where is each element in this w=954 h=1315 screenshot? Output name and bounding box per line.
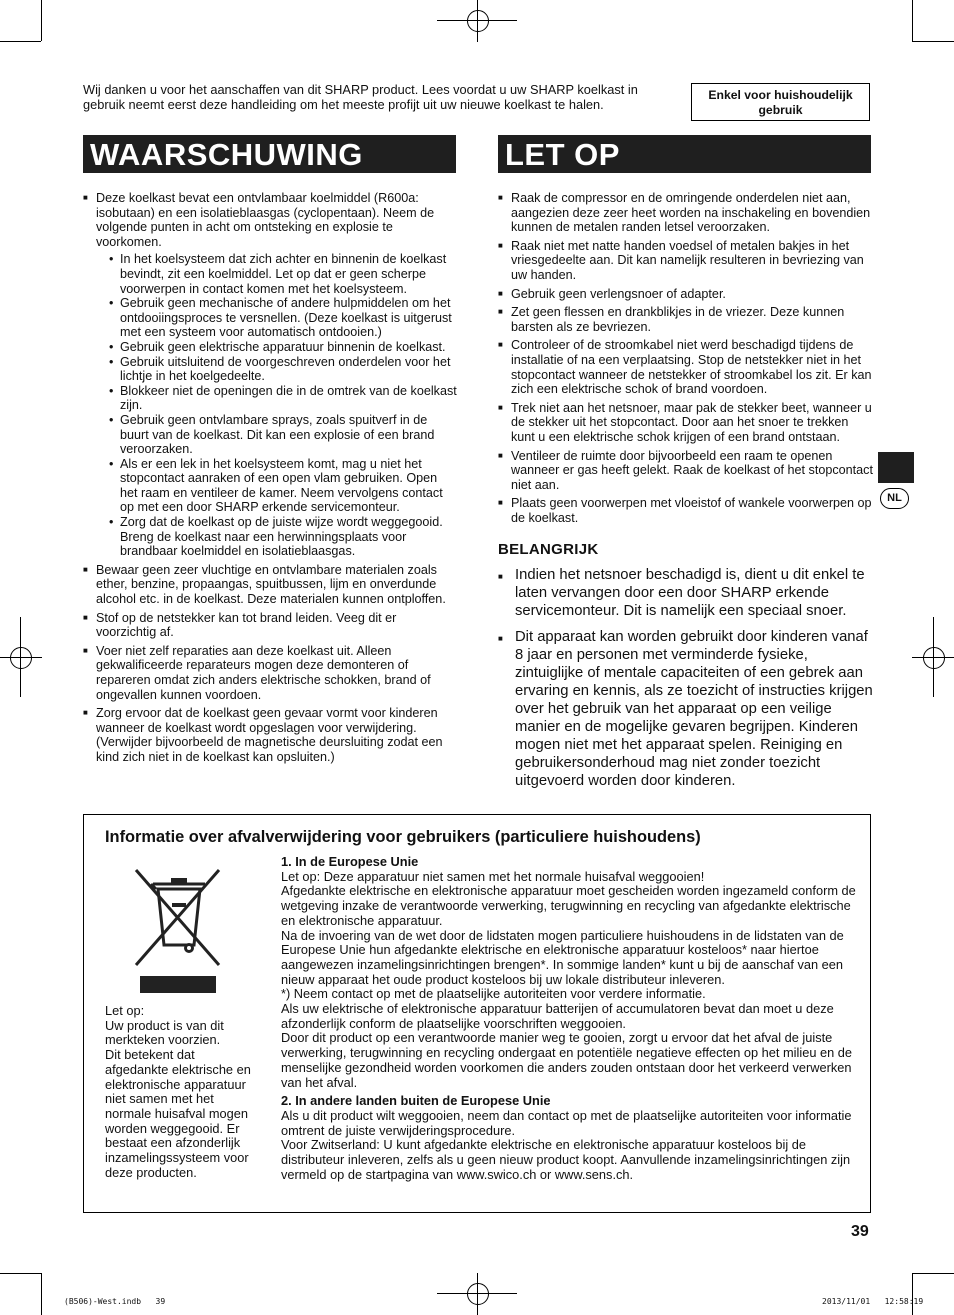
page-number: 39	[851, 1223, 869, 1240]
warning-title: WAARSCHUWING	[83, 135, 456, 173]
caution-item: ■ Trek niet aan het netsnoer, maar pak de stekker beet, wanneer u de stekker uit het stopcontact. Door aan het snoer te trekken kunt u een elektrische schok krijgen of een brand ontstaan.	[498, 401, 873, 445]
caution-item: ■ Controleer of de stroomkabel niet werd beschadigd tijdens de installatie of na een verplaatsing. Stop de netstekker niet in het stopcontact wanneer de netstekker of stroomkabel los zit. Er kan zich een elektrische schok of brand voordoen.	[498, 338, 873, 396]
caution-item: ■ Raak de compressor en de omringende onderdelen niet aan, aangezien deze zeer heet worden na inschakeling en bovendien kunnen de metalen randen letsel veroorzaken.	[498, 191, 873, 235]
footer-file-info: (B506)-West.indb 39	[64, 1297, 166, 1306]
disposal-note-text: Let op: Uw product is van dit merkteken voorzien. Dit betekent dat afgedankte elektrische en elektronische apparatuur niet samen met het normale huisafval mogen worden weggegooid. Er bestaat een afzonderlijk inzamelingssysteem voor deze producten.	[105, 1003, 251, 1180]
crossed-out-wheelie-bin-icon	[131, 867, 227, 995]
disposal-note	[105, 1004, 260, 1180]
intro-text: Wij danken u voor het aanschaffen van dit SHARP product. Lees voordat u uw SHARP koelkast in gebruik neemt eerst deze handleiding om het meeste profijt uit uw nieuwe koelkast te halen.	[83, 82, 638, 112]
caution-item: ■ Plaats geen voorwerpen met vloeistof of wankele voorwerpen op de koelkast.	[498, 496, 873, 525]
caution-item: ■ Zet geen flessen en drankblikjes in de vriezer. Deze kunnen barsten als ze bevriezen.	[498, 305, 873, 334]
eu-section-text: Let op: Deze apparatuur niet samen met het normale huisafval weggooien! Afgedankte elektrische en elektronische apparatuur moet gescheiden worden ingezameld conform de wetgeving inzake de verantwoorde verwerking, terugwinning en recycling van afgedankte elektrische en elektronische apparatuur. Na de invoering van de wet door de lidstaten mogen particuliere huishoudens in de lidstaten van de Europese Unie hun afgedankte elektrische en elektronische apparatuur kosteloos* naar hiertoe aangewezen inzamelingsinrichtingen brengen*. In sommige landen* kunt u bij de aanschaf van een nieuw apparaat het oude product kosteloos bij uw lokale distributeur inleveren. *) Neem contact op met de plaatselijke autoriteiten voor verdere informatie. Als uw elektrische of elektronische apparatuur batterijen of accumulatoren bevat dan moet u deze afzonderlijk conform de plaatselijke voorschriften weggooien. Door dit product op een verantwoorde manier weg te gooien, zorgt u ervoor dat het afval de juiste verwerking, terugwinning en recycling ondergaat en potentiële negatieve effecten op het milieu en de menselijke gezondheid worden voorkomen die anders zouden ontstaan door het verkeerd verwerken van het afval.	[281, 868, 856, 1090]
warning-column	[83, 191, 458, 769]
eu-section-title: 1. In de Europese Unie	[281, 854, 419, 869]
warning-subitem: • Zorg dat de koelkast op de juiste wijze wordt weggegooid. Breng de koelkast naar een herwinningsplaats voor brandbaar koelmiddel en isolatieblaasgas.	[108, 515, 458, 559]
caution-item: ■ Gebruik geen verlengsnoer of adapter.	[498, 287, 873, 302]
warning-subitem: • Als er een lek in het koelsysteem komt, mag u niet het stopcontact aanraken of een open vlam gebruiken. Open het raam en ventileer de kamer. Neem vervolgens contact op met een door SHARP erkende servicemonteur.	[108, 457, 458, 515]
caution-item: ■ Raak niet met natte handen voedsel of metalen bakjes in het vriesgedeelte aan. Dit kan namelijk resulteren in bevriezing van uw handen.	[498, 239, 873, 283]
warning-subitem: • Gebruik uitsluitend de voorgeschreven onderdelen voor het lichtje in het koelgedeelte.	[108, 355, 458, 384]
warning-subitem: • Gebruik geen ontvlambare sprays, zoals spuitverf in de buurt van de koelkast. Dit kan een explosie of een brand veroorzaken.	[108, 413, 458, 457]
warning-item: ■ Stof op de netstekker kan tot brand leiden. Veeg dit er voorzichtig af.	[83, 611, 458, 640]
disposal-info-box	[83, 814, 871, 1213]
important-item: ■ Dit apparaat kan worden gebruikt door kinderen vanaf 8 jaar en personen met verminderde fysieke, zintuiglijke of mentale capaciteiten of een gebrek aan ervaring en kennis, als ze toezicht of instructies krijgen over het gebruik van het apparaat op een veilige manier en de mogelijke gevaren begrijpen. Kinderen mogen niet met het apparaat spelen. Reiniging en gebruikersonderhoud mag niet zonder toezicht uitgevoerd worden door kinderen.	[498, 628, 873, 790]
warning-sublist	[96, 252, 458, 558]
warning-subitem: • In het koelsysteem dat zich achter en binnenin de koelkast bevindt, zit een koelmiddel. Let op dat er geen scherpe voorwerpen in contact komen met het koelsysteem.	[108, 252, 458, 296]
warning-item: ■ Bewaar geen zeer vluchtige en ontvlambare materialen zoals ether, benzine, propaangas, spuitbussen, lijm en onverdunde alcohol etc. in de koelkast. Deze materialen kunnen ontploffen.	[83, 563, 458, 607]
warning-item	[83, 191, 458, 559]
non-eu-section-title: 2. In andere landen buiten de Europese Unie	[281, 1093, 551, 1109]
caution-column	[498, 191, 873, 798]
language-tab-marker	[878, 452, 914, 483]
disposal-title: Informatie over afvalverwijdering voor gebruikers (particuliere huishoudens)	[105, 828, 701, 846]
warning-subitem: • Gebruik geen elektrische apparatuur binnenin de koelkast.	[108, 340, 458, 355]
non-eu-section-text: Als u dit product wilt weggooien, neem dan contact op met de plaatselijke autoriteiten voor informatie omtrent de juiste verwijderingsprocedure. Voor Zwitserland: U kunt afgedankte elektrische en elektronische apparatuur kosteloos bij de distributeur inleveren, zelfs als u geen nieuw product koopt. Aanvullende inzamelingsinrichtingen zijn vermeld op de startpagina van www.swico.ch or www.sens.ch.	[281, 1107, 852, 1182]
warning-item-text: Deze koelkast bevat een ontvlambaar koelmiddel (R600a: isobutaan) en een isolatieblaasgas (cyclopentaan). Neem de volgende punten in acht om ontsteking en explosie te voorkomen.	[96, 191, 435, 249]
warning-subitem: • Blokkeer niet de openingen die in de omtrek van de koelkast zijn.	[108, 384, 458, 413]
caution-item: ■ Ventileer de ruimte door bijvoorbeeld een raam te openen wanneer er gas heeft gelekt. Raak de koelkast of het stopcontact niet aan.	[498, 449, 873, 493]
language-badge: NL	[880, 488, 909, 509]
warning-item: ■ Voer niet zelf reparaties aan deze koelkast uit. Alleen gekwalificeerde reparateurs mogen deze demonteren of repareren omdat zich anders elektrische schokken, brand of ongevallen kunnen voordoen.	[83, 644, 458, 702]
warning-item: ■ Zorg ervoor dat de koelkast geen gevaar vormt voor kinderen wanneer de koelkast wordt opgeslagen voor verwijdering. (Verwijder bijvoorbeeld de magnetische deursluiting zodat een kind zich niet in de koelkast kan opsluiten.)	[83, 706, 458, 764]
footer-timestamp: 2013/11/01 12:58:19	[822, 1297, 924, 1306]
caution-title: LET OP	[498, 135, 871, 173]
disposal-details	[281, 855, 856, 1182]
warning-subitem: • Gebruik geen mechanische of andere hulpmiddelen om het ontdooiingsproces te versnellen. (Deze koelkast is uitgerust met een systeem voor automatisch ontdooien.)	[108, 296, 458, 340]
household-use-box: Enkel voor huishoudelijk gebruik	[691, 83, 870, 121]
important-title: BELANGRIJK	[498, 541, 599, 559]
important-item: ■ Indien het netsnoer beschadigd is, dient u dit enkel te laten vervangen door een door SHARP erkende servicemonteur. Dit is namelijk een speciaal snoer.	[498, 566, 873, 620]
